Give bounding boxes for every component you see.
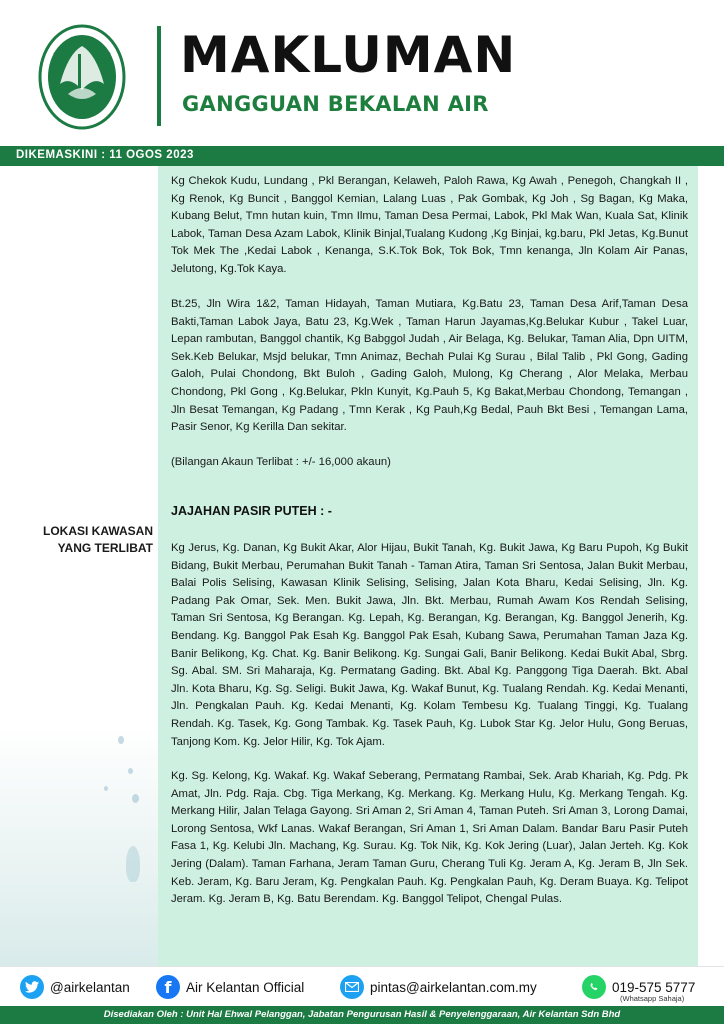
water-drop-decoration [132, 794, 139, 803]
whatsapp-number: 019-575 5777 [612, 979, 696, 995]
area-list-paragraph: Bt.25, Jln Wira 1&2, Taman Hidayah, Taman Mutiara, Kg.Batu 23, Taman Desa Arif,Taman Desa Bakti,Taman Labok Jaya, Batu 23, Kg.Wek , Taman Harun Jayamas,Kg.Belukar Kubur , Takel Luar, Lepan rambutan, Banggol chantik, Kg Babggol Judah , Air Belaga, Kg. Belukar, Taman Alia, Dpn UITM, Sek.Keb Belukar, Msjd belukar, Tmn Animaz, Bechah Pulai Kg Surau , Bilal Talib , Pkl Gong, Gading Galoh, Pulai Chondong, Bkt Buloh , Gading Galoh, Mulong, Kg Cherang , Alor Melaka, Merbau Chondong, Pkl Gong , Kg.Belukar, Pkln Kunyit, Kg.Pauh 5, Kg Bakat,Merbau Chondong, Temangan , Jln Besat Temangan, Kg Padang , Tmn Kerak , Kg Pauh,Kg Bedal, Pauh Bkt Besi , Temangan Lama, Pasir Senor, Kg Kerilla Dan sekitar. [171, 298, 688, 434]
email-icon [340, 975, 364, 999]
location-label-line1: LOKASI KAWASAN [42, 524, 153, 538]
left-column [0, 166, 158, 966]
email-contact[interactable] [340, 975, 537, 999]
header-divider [157, 26, 161, 126]
page-subtitle: GANGGUAN BEKALAN AIR [182, 92, 489, 116]
header [0, 0, 724, 146]
affected-areas-panel [158, 166, 698, 966]
email-address: pintas@airkelantan.com.my [370, 979, 537, 995]
whatsapp-icon [582, 975, 606, 999]
water-drop-decoration [126, 846, 140, 882]
facebook-page: Air Kelantan Official [186, 979, 305, 995]
account-count-note: (Bilangan Akaun Terlibat : +/- 16,000 akaun) [171, 456, 391, 468]
water-drop-decoration [118, 736, 124, 744]
area-list-paragraph: Kg Chekok Kudu, Lundang , Pkl Berangan, Kelaweh, Paloh Rawa, Kg Awah , Penegoh, Changkah II , Kg Renok, Kg Buncit , Banggol Kemian, Lalang Luas , Pak Gombak, Kg Joh , Sg Bagan, Kg Maka, Kubang Belut, Tmn hutan kuin, Tmn Ilmu, Taman Desa Permai, Labok, Pkl Mak Wan, Kuala Sat, Klinik Labok, Taman Desa Azam Labok, Klinik Binjal,Tualang Kudong ,Kg Binjai, kg.baru, Pkl Jetas, Kg.Bunut Tok Mek The ,Kedai Labok , Kenanga, S.K.Tok Bok, Tok Bok, Tmn kenanga, Jln Kolam Air Panas, Jelutong, Kg.Tok Kaya. [171, 175, 688, 275]
air-kelantan-logo [38, 24, 126, 130]
page-title: MAKLUMAN [180, 26, 517, 84]
area-list-paragraph: Kg. Sg. Kelong, Kg. Wakaf. Kg. Wakaf Seberang, Permatang Rambai, Sek. Arab Khariah, Kg. Pdg. Pk Amat, Jln. Pdg. Raja. Cbg. Tiga Merkang, Kg. Merkang. Kg. Merkang Hulu, Kg. Merkang Tengah. Kg. Merkang Hilir, Jalan Telaga Gayong. Sri Aman 2, Sri Aman 4, Taman Puteh. Sri Aman 3, Lorong Damai, Lorong Sentosa, Wkf Lanas. Wakaf Berangan, Sri Aman 1, Sri Aman Dalam. Bandar Baru Pasir Puteh Fasa 1, Kg. Kelubi Jln. Machang, Kg. Surau. Kg. Tok Nik, Kg. Kok Jering (Luar), Jalan Jerteh. Kg. Kok Jering (Dalam). Taman Farhana, Jeram Taman Guru, Cherang Tuli Kg. Jeram A, Kg. Jeram B, Jln Sek. Keb. Jeram, Kg. Baru Jeram, Kg. Pengkalan Pauh. Kg. Pengkalan Pauh, Kg. Deram Buaya. Kg. Telipot Jeram. Kg. Jeram B, Kg. Batu Berendam. Kg. Banggol Telipot, Chengal Pulas. [171, 770, 688, 906]
facebook-icon: f [156, 975, 180, 999]
updated-bar [0, 146, 724, 166]
updated-date: DIKEMASKINI : 11 OGOS 2023 [16, 149, 194, 161]
twitter-handle: @airkelantan [50, 979, 130, 995]
twitter-icon [20, 975, 44, 999]
location-label [10, 523, 153, 557]
whatsapp-note: (Whatsapp Sahaja) [620, 994, 685, 1003]
twitter-contact[interactable] [20, 975, 130, 999]
section-heading-pasir-puteh: JAJAHAN PASIR PUTEH : - [171, 504, 332, 518]
area-list-paragraph: Kg Jerus, Kg. Danan, Kg Bukit Akar, Alor Hijau, Bukit Tanah, Kg. Bukit Jawa, Kg Baru Pupoh, Kg Bukit Bidang, Bukit Merbau, Perumahan Bukit Tanah - Taman Atira, Taman Sri Sentosa, Jalan Bukit Merbau, Balai Polis Selising, Kawasan Klinik Selising, Selising, Jalan Kota Bharu, Kedai Selising, Jln. Kg. Padang Pak Omar, Sek. Men. Bukit Jawa, Jln. Bkt. Merbau, Rumah Awam Kos Rendah Selising, Taman Sri Sentosa, Kg Berangan. Kg. Lepah, Kg. Berangan, Kg. Berangan, Kg. Banggol Jenerih, Kg. Bendang. Kg. Banggol Pak Esah Kg. Banggol Pak Esah, Kubang Sawa, Perumahan Taman Jaza Kg. Banir Belikong, Kg. Chat. Kg. Banir Belikong. Kg. Sungai Gali, Banir Belikong. Kedai Bukit Abal, Sbrg. Sg. Abal. SM. Sri Maharaja, Kg. Permatang Gading. Bkt. Abal Kg. Panggong Tiga Daerah. Bkt. Abal Jln. Kota Bharu, Kg. Sg. Seligi. Bukit Jawa, Kg. Wakaf Bunut, Kg. Tualang Rendah. Kg. Kedai Menanti, Jln. Pengkalan Pauh. Kg. Kedai Menanti, Kg. Kolam Tembesu Kg. Tualang Tinggi, Kg. Tualang Rendah. Kg. Tasek, Kg. Gong Tambak. Kg. Tasek Pauh, Kg. Lubok Star Kg. Jelor Hulu, Gong Beruas, Tanjong Kom. Kg. Jelor Hilir, Kg. Tok Ajam. [171, 542, 688, 748]
facebook-contact[interactable] [156, 975, 304, 999]
water-drop-decoration [104, 786, 108, 791]
prepared-by-text: Disediakan Oleh : Unit Hal Ehwal Pelanggan, Jabatan Pengurusan Hasil & Penyelenggaraan, Air Kelantan Sdn Bhd [103, 1009, 621, 1020]
contact-footer [0, 966, 724, 1006]
prepared-by-bar [0, 1006, 724, 1024]
location-label-line2: YANG TERLIBAT [57, 541, 153, 555]
water-drop-decoration [128, 768, 133, 774]
